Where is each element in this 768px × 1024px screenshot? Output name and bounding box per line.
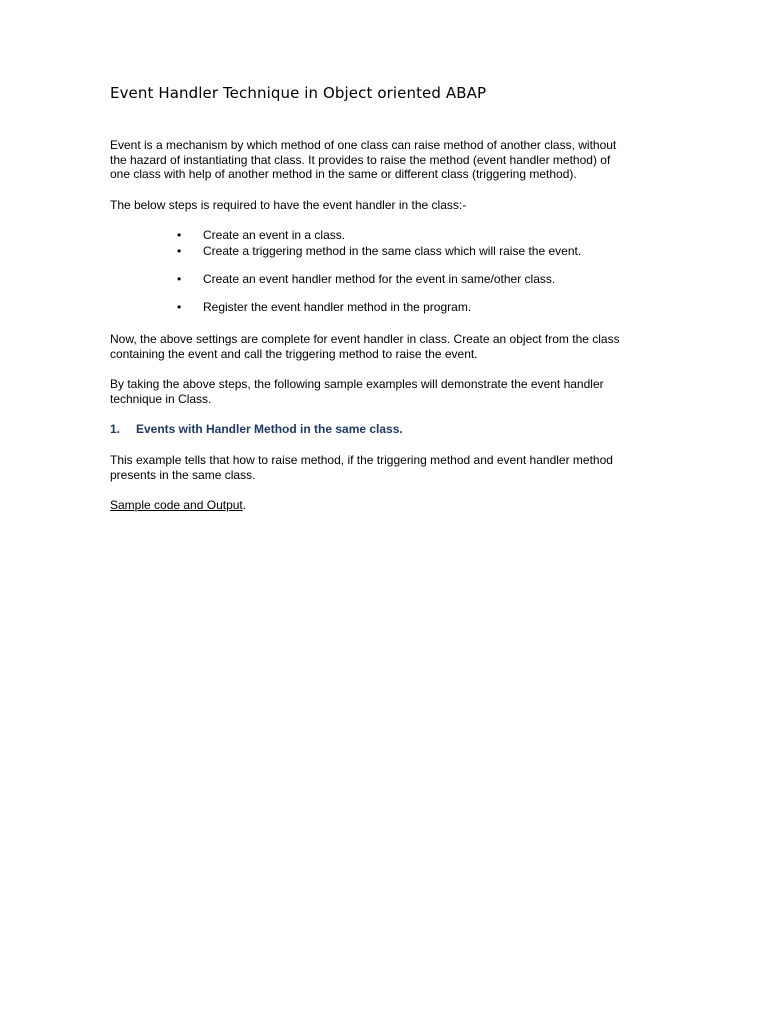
section-line: This example tells that how to raise method, if the triggering method and event handler method — [110, 453, 613, 467]
bullet-icon: • — [177, 272, 182, 286]
section-line: presents in the same class. — [110, 467, 256, 482]
section-paragraph — [110, 453, 670, 482]
step-text: Register the event handler method in the program. — [203, 300, 472, 314]
sample-link-suffix: . — [242, 498, 247, 512]
steps-intro-line: The below steps is required to have the event handler in the class:- — [110, 198, 467, 212]
step-text: Create a triggering method in the same class which will raise the event. — [203, 244, 582, 258]
sample-link-paragraph — [110, 498, 670, 513]
document-title: Event Handler Technique in Object oriented ABAP — [110, 84, 487, 102]
intro-line: the hazard of instantiating that class. It provides to raise the method (event handler method) of — [110, 152, 611, 167]
step-list-item — [177, 272, 555, 287]
bullet-icon: • — [177, 300, 182, 314]
bullet-icon: • — [177, 244, 182, 258]
section-title: Events with Handler Method in the same class. — [136, 422, 403, 436]
intro-paragraph — [110, 138, 670, 182]
step-list-item — [177, 300, 471, 315]
intro-line: Event is a mechanism by which method of one class can raise method of another class, without — [110, 138, 617, 152]
section-number: 1. — [110, 422, 121, 436]
step-list-item — [177, 244, 581, 259]
intro-line: one class with help of another method in the same or different class (triggering method). — [110, 167, 577, 181]
settings-paragraph — [110, 332, 670, 361]
settings-line: containing the event and call the triggering method to raise the event. — [110, 346, 478, 361]
sample-code-link[interactable]: Sample code and Output — [110, 498, 243, 512]
examples-line: technique in Class. — [110, 391, 212, 406]
step-text: Create an event in a class. — [203, 228, 346, 242]
section-heading — [110, 422, 403, 437]
examples-line: By taking the above steps, the following sample examples will demonstrate the event handler — [110, 377, 604, 391]
steps-intro-paragraph — [110, 198, 670, 213]
step-list-item — [177, 228, 345, 243]
bullet-icon: • — [177, 228, 182, 242]
examples-paragraph — [110, 377, 670, 406]
step-text: Create an event handler method for the event in same/other class. — [203, 272, 556, 286]
settings-line: Now, the above settings are complete for event handler in class. Create an object from the class — [110, 332, 620, 346]
